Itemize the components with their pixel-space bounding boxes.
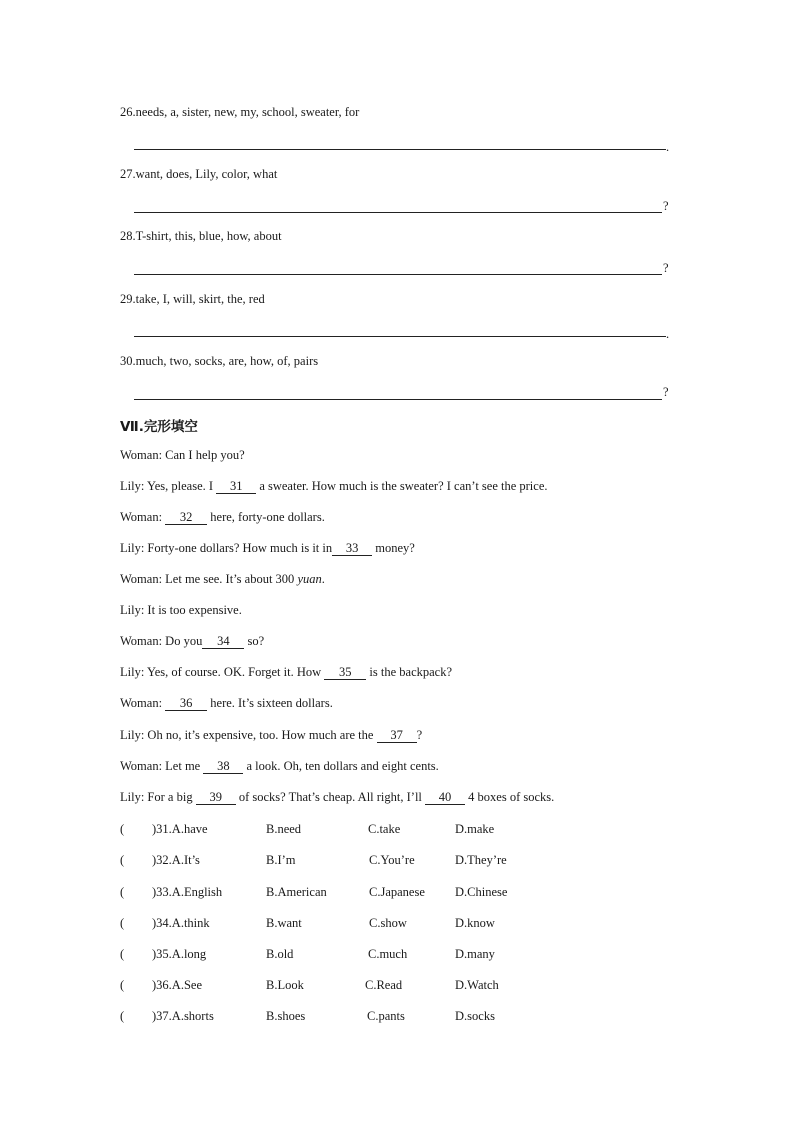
dialogue-line: Woman: Can I help you? xyxy=(120,448,245,462)
answer-paren[interactable]: ( xyxy=(120,916,125,930)
option-c[interactable]: C.show xyxy=(369,916,407,930)
blank-33[interactable]: 33 xyxy=(332,542,372,556)
dialogue-line: Lily: For a big 39 of socks? That’s cheap. All right, I’ll 40 4 boxes of socks. xyxy=(120,790,555,804)
option-b[interactable]: B.want xyxy=(266,916,302,930)
question-27-prompt: 27.want, does, Lily, color, what xyxy=(120,167,278,181)
question-29-prompt: 29.take, I, will, skirt, the, red xyxy=(120,292,265,306)
option-b[interactable]: B.American xyxy=(266,885,327,899)
option-a[interactable]: )33.A.English xyxy=(152,885,223,899)
blank-34[interactable]: 34 xyxy=(202,635,244,649)
answer-paren[interactable]: ( xyxy=(120,822,125,836)
option-a[interactable]: )37.A.shorts xyxy=(152,1009,214,1023)
option-a[interactable]: )32.A.It’s xyxy=(152,853,200,867)
answer-line-27[interactable] xyxy=(134,212,662,213)
blank-31[interactable]: 31 xyxy=(216,480,256,494)
option-c[interactable]: C.Japanese xyxy=(369,885,425,899)
answer-line-28[interactable] xyxy=(134,274,662,275)
option-c[interactable]: C.take xyxy=(368,822,401,836)
option-d[interactable]: D.make xyxy=(455,822,495,836)
answer-paren[interactable]: ( xyxy=(120,853,125,867)
end-punct-29: . xyxy=(666,327,670,341)
answer-paren[interactable]: ( xyxy=(120,885,125,899)
dialogue-line: Woman: Do you 34 so? xyxy=(120,634,265,648)
blank-32[interactable]: 32 xyxy=(165,511,207,525)
answer-line-26[interactable] xyxy=(134,149,666,150)
option-b[interactable]: B.need xyxy=(266,822,302,836)
dialogue-line: Woman: 32 here, forty-one dollars. xyxy=(120,510,325,524)
option-c[interactable]: C.You’re xyxy=(369,853,415,867)
end-punct-27: ? xyxy=(663,199,669,213)
blank-35[interactable]: 35 xyxy=(324,666,366,680)
dialogue-line: Lily: Forty-one dollars? How much is it in 33 money? xyxy=(120,541,415,555)
option-d[interactable]: D.They’re xyxy=(455,853,507,867)
blank-37[interactable]: 37 xyxy=(377,729,417,743)
option-a[interactable]: )35.A.long xyxy=(152,947,207,961)
dialogue-line: Woman: Let me 38 a look. Oh, ten dollars and eight cents. xyxy=(120,759,439,773)
answer-line-30[interactable] xyxy=(134,399,662,400)
answer-paren[interactable]: ( xyxy=(120,947,125,961)
blank-36[interactable]: 36 xyxy=(165,697,207,711)
dialogue-line: Lily: Yes, of course. OK. Forget it. How 35 is the backpack? xyxy=(120,665,453,679)
option-a[interactable]: )36.A.See xyxy=(152,978,202,992)
answer-line-29[interactable] xyxy=(134,336,666,337)
option-d[interactable]: D.Chinese xyxy=(455,885,508,899)
end-punct-30: ? xyxy=(663,385,669,399)
dialogue-line: Woman: 36 here. It’s sixteen dollars. xyxy=(120,696,333,710)
end-punct-28: ? xyxy=(663,261,669,275)
dialogue-line: Lily: Oh no, it’s expensive, too. How much are the 37 ? xyxy=(120,728,423,742)
end-punct-26: . xyxy=(666,140,670,154)
answer-paren[interactable]: ( xyxy=(120,978,125,992)
option-d[interactable]: D.Watch xyxy=(455,978,499,992)
option-c[interactable]: C.pants xyxy=(367,1009,405,1023)
dialogue-line: Lily: It is too expensive. xyxy=(120,603,242,617)
dialogue-line: Woman: Let me see. It’s about 300 yuan. xyxy=(120,572,325,586)
question-30-prompt: 30.much, two, socks, are, how, of, pairs xyxy=(120,354,319,368)
blank-38[interactable]: 38 xyxy=(203,760,243,774)
option-b[interactable]: B.shoes xyxy=(266,1009,306,1023)
blank-39[interactable]: 39 xyxy=(196,791,236,805)
option-c[interactable]: C.much xyxy=(368,947,408,961)
option-c[interactable]: C.Read xyxy=(365,978,403,992)
option-a[interactable]: )34.A.think xyxy=(152,916,210,930)
question-26-prompt: 26.needs, a, sister, new, my, school, sweater, for xyxy=(120,105,360,119)
dialogue-line: Lily: Yes, please. I 31 a sweater. How much is the sweater? I can’t see the price. xyxy=(120,479,548,493)
option-b[interactable]: B.I’m xyxy=(266,853,296,867)
option-b[interactable]: B.Look xyxy=(266,978,304,992)
option-d[interactable]: D.know xyxy=(455,916,495,930)
section-title: Ⅶ.完形填空 xyxy=(120,419,198,435)
answer-paren[interactable]: ( xyxy=(120,1009,125,1023)
option-a[interactable]: )31.A.have xyxy=(152,822,208,836)
question-28-prompt: 28.T-shirt, this, blue, how, about xyxy=(120,229,282,243)
option-d[interactable]: D.socks xyxy=(455,1009,495,1023)
option-b[interactable]: B.old xyxy=(266,947,294,961)
blank-40[interactable]: 40 xyxy=(425,791,465,805)
option-d[interactable]: D.many xyxy=(455,947,495,961)
